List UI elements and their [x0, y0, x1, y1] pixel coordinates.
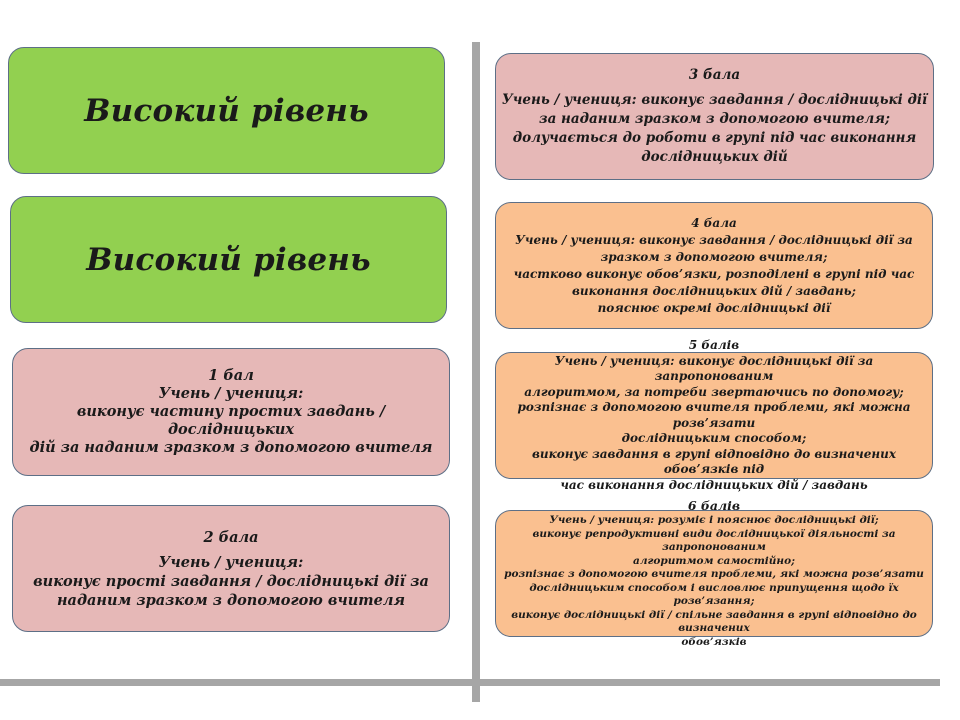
score-line: час виконання дослідницьких дій / завдань [560, 477, 868, 492]
score-line: виконує частину простих завдань / дослідницьких [76, 403, 386, 438]
score-line: Учень / учениця: [158, 553, 304, 571]
score-title: 6 балів [687, 498, 741, 513]
score-card-2 [12, 505, 450, 632]
vertical-divider [472, 42, 480, 702]
score-line: дослідницьких дій [641, 149, 788, 165]
score-line: долучається до роботи в групі під час виконання [512, 130, 917, 146]
score-title: 3 бала [688, 67, 741, 83]
score-line: обов’язків [681, 635, 747, 648]
score-line: дослідницьким способом і висловлює припущення щодо їх розв’язання; [529, 581, 899, 607]
score-card-6 [495, 498, 933, 648]
score-title: 1 бал [208, 367, 254, 384]
score-line: Учень / учениця: виконує дослідницькі дії за запропонованим [554, 353, 874, 383]
score-title: 5 балів [688, 338, 740, 352]
level-box-high-1 [8, 47, 445, 174]
score-line: Учень / учениця: розуміє і пояснює дослідницькі дії; [549, 514, 879, 526]
score-line: виконання дослідницьких дій / завдань; [572, 283, 856, 298]
score-line: алгоритмом, за потреби звертаючись по допомогу; [524, 384, 904, 399]
score-card-3 [495, 53, 934, 180]
score-line: дій за наданим зразком з допомогою вчителя [29, 439, 433, 456]
score-line: виконує завдання в групі відповідно до визначених обов’язків під [531, 446, 896, 476]
score-line: розпізнає з допомогою вчителя проблеми, які можна розв’язати [517, 400, 911, 430]
score-title: 2 бала [203, 528, 259, 546]
horizontal-divider [0, 679, 940, 686]
level-label: Високий рівень [84, 92, 369, 129]
score-line: розпізнає з допомогою вчителя проблеми, які можна розв’язати [504, 568, 924, 580]
score-line: пояснює окремі дослідницькі дії [597, 300, 831, 315]
score-card-4 [495, 202, 933, 329]
score-line: Учень / учениця: [158, 385, 304, 402]
score-line: Учень / учениця: виконує завдання / дослідницькі дії за [515, 232, 913, 247]
score-line: частково виконує обов’язки, розподілені в групі під час [513, 266, 915, 281]
score-title: 4 бала [691, 215, 737, 230]
score-card-1 [12, 348, 450, 476]
score-line: Учень / учениця: виконує завдання / дослідницькі дії [501, 92, 928, 108]
score-card-5 [495, 338, 933, 492]
score-line: за наданим зразком з допомогою вчителя; [538, 111, 891, 127]
score-line: дослідницьким способом; [621, 431, 807, 445]
score-line: наданим зразком з допомогою вчителя [56, 591, 406, 609]
score-line: виконує дослідницькі дії / спільне завдання в групі відповідно до визначених [511, 608, 917, 634]
level-box-high-2 [10, 196, 447, 323]
level-label: Високий рівень [86, 241, 371, 278]
score-line: виконує прості завдання / дослідницькі дії за [33, 572, 429, 590]
score-line: зразком з допомогою вчителя; [600, 249, 828, 264]
score-line: алгоритмом самостійно; [633, 554, 795, 567]
score-line: виконує репродуктивні види дослідницької діяльності за запропонованим [532, 527, 896, 553]
